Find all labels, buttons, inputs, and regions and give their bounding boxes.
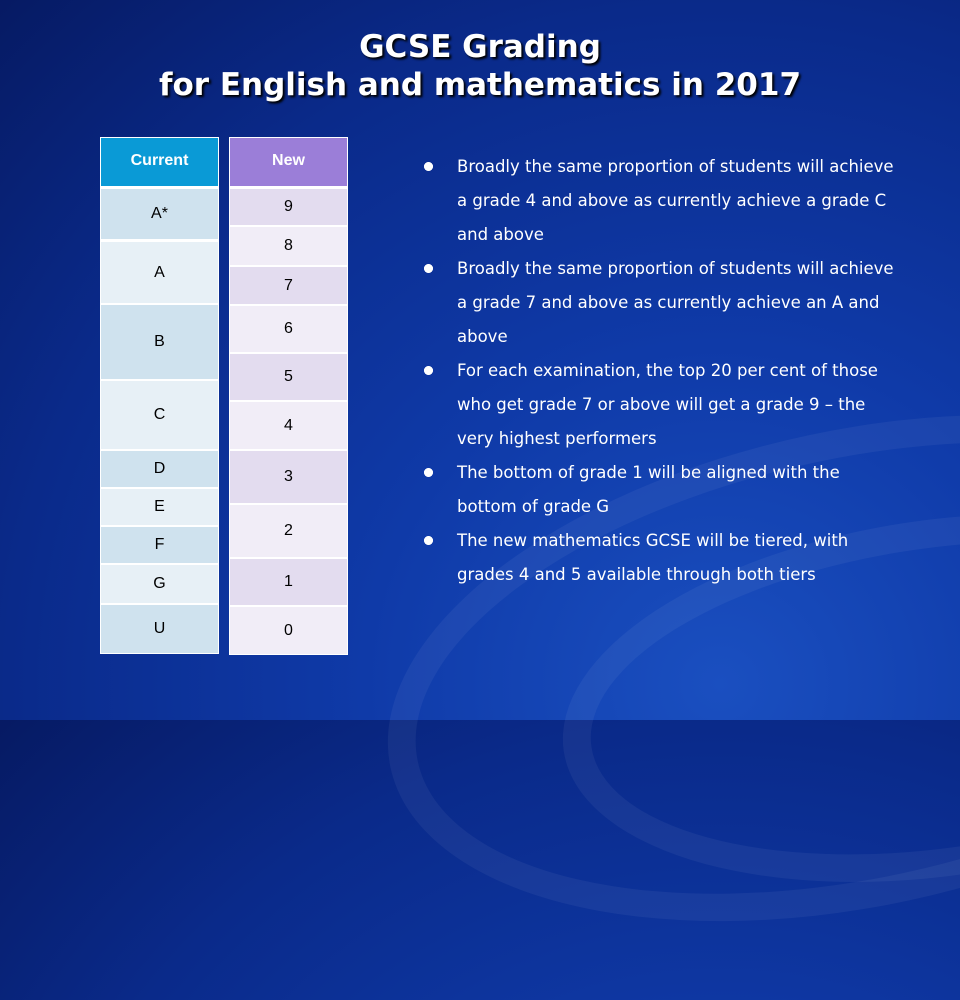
- current-grades-table: [100, 137, 219, 654]
- new-header: New: [230, 138, 347, 186]
- current-grade-cell: U: [101, 605, 218, 653]
- title-line-2: for English and mathematics in 2017: [158, 67, 802, 103]
- bullet-text: The new mathematics GCSE will be tiered, with grades 4 and 5 available through both tiers: [457, 531, 849, 584]
- new-grade-cell: 2: [230, 505, 347, 557]
- new-grade-cell: 7: [230, 267, 347, 304]
- bullet-item: [418, 150, 898, 252]
- new-grade-cell: 9: [230, 189, 347, 225]
- bullet-text: For each examination, the top 20 per cent of those who get grade 7 or above will get a grade 9 – the very highest performers: [457, 361, 878, 448]
- bullet-dot-icon: [424, 264, 433, 273]
- current-grade-cell: F: [101, 527, 218, 563]
- slide-title: [0, 28, 960, 104]
- bullet-item: [418, 456, 898, 524]
- current-header: Current: [101, 138, 218, 186]
- bullet-dot-icon: [424, 366, 433, 375]
- current-grade-cell: D: [101, 451, 218, 487]
- title-line-1: GCSE Grading: [359, 29, 601, 65]
- bullet-text: The bottom of grade 1 will be aligned with the bottom of grade G: [457, 463, 840, 516]
- new-grade-cell: 4: [230, 402, 347, 449]
- new-grade-cell: 8: [230, 227, 347, 265]
- bullet-dot-icon: [424, 536, 433, 545]
- current-grade-cell: C: [101, 381, 218, 449]
- current-grade-cell: A*: [101, 189, 218, 239]
- bullet-item: [418, 354, 898, 456]
- new-grade-cell: 3: [230, 451, 347, 503]
- current-grade-cell: E: [101, 489, 218, 525]
- bullet-text: Broadly the same proportion of students will achieve a grade 4 and above as currently achieve a grade C and above: [457, 157, 894, 244]
- new-grade-cell: 6: [230, 306, 347, 352]
- new-grade-cell: 1: [230, 559, 347, 605]
- bullet-item: [418, 524, 898, 592]
- bullet-item: [418, 252, 898, 354]
- current-grade-cell: B: [101, 305, 218, 379]
- bullet-text: Broadly the same proportion of students will achieve a grade 7 and above as currently achieve an A and above: [457, 259, 894, 346]
- current-grade-cell: G: [101, 565, 218, 603]
- current-grade-cell: A: [101, 242, 218, 303]
- bullet-dot-icon: [424, 162, 433, 171]
- new-grade-cell: 0: [230, 607, 347, 654]
- new-grade-cell: 5: [230, 354, 347, 400]
- new-grades-table: [229, 137, 348, 655]
- bullet-dot-icon: [424, 468, 433, 477]
- bullet-list: [418, 150, 898, 592]
